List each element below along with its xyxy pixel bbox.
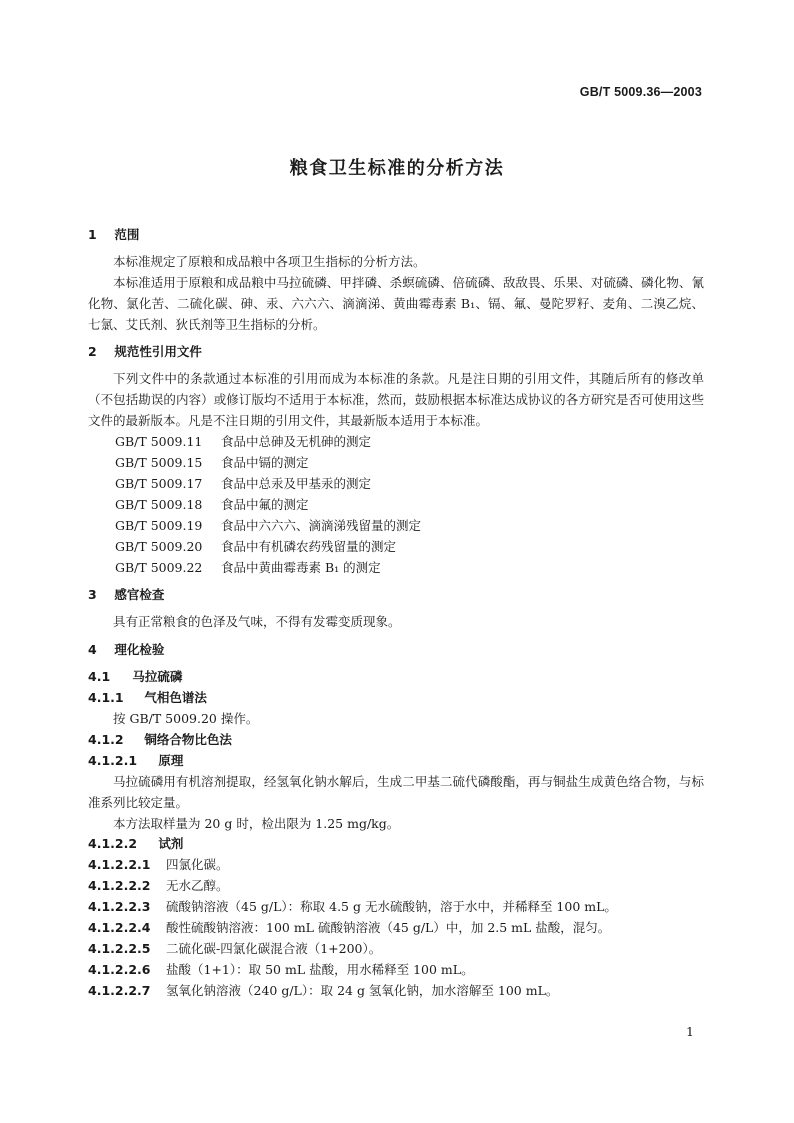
reference-name: 食品中氟的测定 [221, 496, 309, 512]
item-text: 酸性硫酸钠溶液：100 mL 硫酸钠溶液（45 g/L）中，加 2.5 mL 盐酸，混匀。 [166, 920, 611, 936]
item-text: 二硫化碳-四氯化碳混合液（1+200）。 [166, 941, 382, 956]
item-number: 4.1.2.2.7 [88, 982, 151, 998]
item-number: 4.1.2.2.2 [88, 878, 151, 894]
reagent-item [88, 918, 704, 939]
reference-name: 食品中有机磷农药残留量的测定 [221, 538, 397, 554]
reagent-item [88, 897, 704, 918]
section-heading-2 [88, 342, 704, 363]
item-number: 4.1.2.2.6 [88, 961, 151, 977]
reference-item [88, 495, 704, 516]
reference-item [88, 432, 704, 453]
paragraph: 本标准规定了原粮和成品粮中各项卫生指标的分析方法。 [113, 253, 426, 269]
subsection-heading [88, 751, 704, 772]
subsection-number: 4.1 [88, 669, 111, 685]
section-title: 范围 [114, 226, 140, 242]
reference-item [88, 537, 704, 558]
item-text: 四氯化碳。 [166, 857, 229, 873]
item-number: 4.1.2.2.1 [88, 857, 151, 873]
section-title: 感官检查 [114, 587, 165, 602]
item-number: 4.1.2.2.3 [88, 899, 151, 915]
item-text: 盐酸（1+1）：取 50 mL 盐酸，用水稀释至 100 mL。 [166, 961, 474, 977]
item-number: 4.1.2.2.4 [88, 920, 151, 936]
reference-item [88, 453, 704, 474]
reference-code: GB/T 5009.22 [115, 559, 203, 575]
reagent-item [88, 855, 704, 876]
subsection-title: 马拉硫磷 [132, 669, 183, 685]
reference-item [88, 516, 704, 537]
reagent-item [88, 939, 704, 960]
paragraph: 下列文件中的条款通过本标准的引用而成为本标准的条款。凡是注日期的引用文件，其随后所有的修改单（不包括勘误的内容）或修订版均不适用于本标准，然而，鼓励根据本标准达成协议的各方研究是否可使用这些文件的最新版本。凡是不注日期的引用文件，其最新版本适用于本标准。 [88, 371, 704, 429]
reagent-item [88, 981, 704, 1002]
section-number: 1 [88, 226, 97, 242]
subsection-heading [88, 688, 704, 709]
paragraph: 马拉硫磷用有机溶剂提取，经氢氧化钠水解后，生成二甲基二硫代磷酸酯，再与铜盐生成黄色络合物，与标准系列比较定量。 [88, 773, 704, 810]
paragraph: 具有正常粮食的色泽及气味，不得有发霉变质现象。 [113, 614, 401, 630]
subsection-number: 4.1.2.1 [88, 752, 138, 768]
reference-name: 食品中六六六、滴滴涕残留量的测定 [221, 517, 422, 533]
reference-code: GB/T 5009.15 [115, 455, 203, 471]
section-title: 理化检验 [114, 641, 165, 657]
section-number: 3 [88, 587, 97, 602]
section-number: 2 [88, 344, 97, 360]
reference-code: GB/T 5009.20 [115, 538, 203, 554]
item-number: 4.1.2.2.5 [88, 941, 151, 956]
subsection-heading [88, 667, 704, 688]
reagent-item [88, 876, 704, 897]
reagent-item [88, 960, 704, 981]
subsection-number: 4.1.2.2 [88, 836, 138, 852]
reference-item [88, 558, 704, 579]
reference-name: 食品中黄曲霉毒素 B₁ 的测定 [221, 559, 381, 575]
document-title: 粮食卫生标准的分析方法 [289, 158, 505, 179]
item-text: 硫酸钠溶液（45 g/L）：称取 4.5 g 无水硫酸钠，溶于水中，并稀释至 100 mL。 [166, 899, 617, 915]
reference-name: 食品中镉的测定 [221, 455, 309, 471]
reference-item [88, 474, 704, 495]
subsection-number: 4.1.1 [88, 690, 124, 706]
reference-code: GB/T 5009.18 [115, 496, 203, 512]
section-title: 规范性引用文件 [114, 344, 202, 360]
subsection-title: 铜络合物比色法 [144, 731, 232, 747]
paragraph: 本方法取样量为 20 g 时，检出限为 1.25 mg/kg。 [113, 815, 400, 831]
section-number: 4 [88, 641, 97, 657]
reference-code: GB/T 5009.17 [115, 475, 203, 491]
subsection-number: 4.1.2 [88, 731, 124, 747]
subsection-title: 试剂 [158, 836, 184, 852]
section-heading-1 [88, 225, 704, 246]
section-heading-4 [88, 640, 704, 661]
subsection-title: 原理 [158, 752, 184, 768]
section-heading-3 [88, 585, 704, 606]
reference-name: 食品中总砷及无机砷的测定 [221, 434, 372, 450]
item-text: 无水乙醇。 [166, 878, 229, 894]
standard-code: GB/T 5009.36—2003 [579, 85, 702, 99]
reference-code: GB/T 5009.19 [115, 517, 203, 533]
item-text: 氢氧化钠溶液（240 g/L）：取 24 g 氢氧化钠，加水溶解至 100 mL。 [166, 982, 559, 998]
paragraph: 按 GB/T 5009.20 操作。 [113, 711, 259, 727]
subsection-heading [88, 834, 704, 855]
document-body [88, 218, 704, 1002]
reference-code: GB/T 5009.11 [115, 434, 203, 450]
paragraph: 本标准适用于原粮和成品粮中马拉硫磷、甲拌磷、杀螟硫磷、倍硫磷、敌敌畏、乐果、对硫磷、磷化物、氰化物、氯化苦、二硫化碳、砷、汞、六六六、滴滴涕、黄曲霉毒素 B₁、镉、氟、曼陀罗籽、麦角、二溴乙烷、七氯、艾氏剂、狄氏剂等卫生指标的分析。 [88, 274, 704, 332]
page-number: 1 [686, 1024, 694, 1039]
reference-name: 食品中总汞及甲基汞的测定 [221, 475, 372, 491]
subsection-title: 气相色谱法 [144, 690, 207, 706]
subsection-heading [88, 730, 704, 751]
